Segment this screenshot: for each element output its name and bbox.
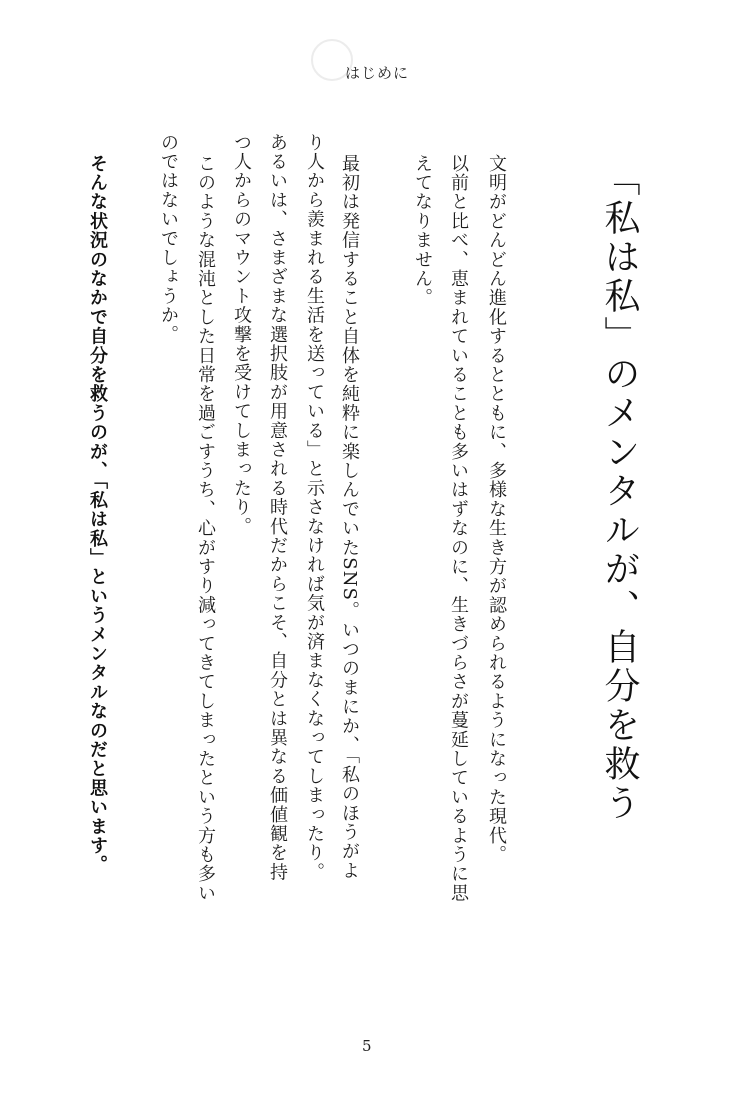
body-line-2: 以前と比べ、恵まれていることも多いはずなのに、生きづらさが蔓延しているように思 [448, 154, 469, 903]
body-line-4: 最初は発信すること自体を純粋に楽しんでいたSNS。いつのまにか、「私のほうがよ [339, 154, 360, 881]
body-line-5: り人から羨まれる生活を送っている」と示さなければ気が済まなくなってしまったり。 [304, 133, 325, 882]
chapter-title: 「私は私」のメンタルが、自分を救う [599, 160, 640, 823]
body-line-3: えてなりません。 [412, 154, 433, 308]
emphasis-line: そんな状況のなかで自分を救うのが、「私は私」というメンタルなのだと思います。 [87, 154, 108, 875]
section-header-label: はじめに [345, 64, 410, 82]
page-number: 5 [362, 1037, 372, 1055]
body-line-7: つ人からのマウント攻撃を受けてしまったり。 [231, 133, 252, 537]
body-line-8: このような混沌とした日常を過ごすうち、心がすり減ってきてしまったという方も多い [195, 154, 216, 903]
body-line-6: あるいは、さまざまな選択肢が用意される時代だからこそ、自分とは異なる価値観を持 [267, 133, 288, 882]
body-line-9: のではないでしょうか。 [158, 133, 179, 345]
body-line-1: 文明がどんどん進化するとともに、多様な生き方が認められるようになった現代。 [486, 154, 507, 865]
